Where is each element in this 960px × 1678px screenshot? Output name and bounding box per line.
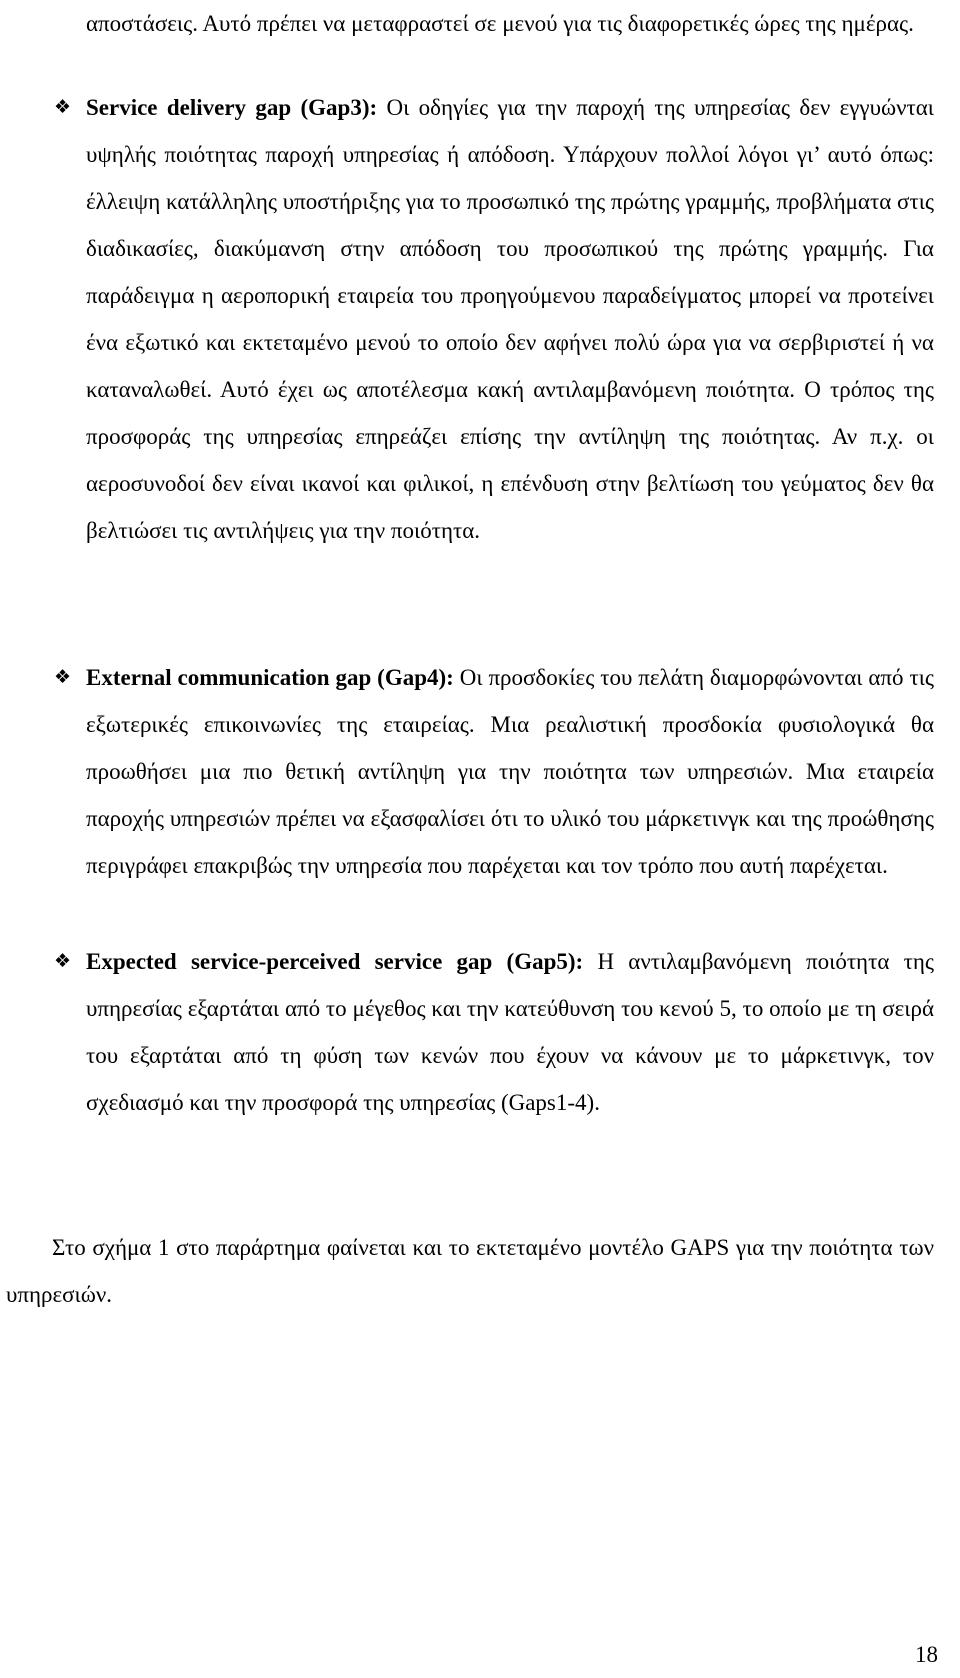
bullet-text-gap4: Οι προσδοκίες του πελάτη διαμορφώνονται από τις εξωτερικές επικοινωνίες της εταιρείας. Μια ρεαλιστική προσδοκία φυσιολογικά θα προωθήσει μια πιο θετική αντίληψη για την ποιότητα των υπηρεσιών. Μια εταιρεία παροχής υπηρεσιών πρέπει να εξασφαλίσει ότι το υλικό του μάρκετινγκ και της προώθησης περιγράφει επακριβώς την υπηρεσία που παρέχεται και τον τρόπο που αυτή παρέχεται. (86, 665, 934, 878)
bullet-term-gap5: Expected service-perceived service gap (Gap5): (86, 949, 584, 974)
bullet-item-gap3 (54, 84, 934, 554)
bullet-text-gap3: Οι οδηγίες για την παροχή της υπηρεσίας δεν εγγυώνται υψηλής ποιότητας παροχή υπηρεσίας ή απόδοση. Υπάρχουν πολλοί λόγοι γι’ αυτό όπως: έλλειψη κατάλληλης υποστήριξης για το προσωπικό της πρώτης γραμμής, προβλήματα στις διαδικασίες, διακύμανση στην απόδοση του προσωπικού της πρώτης γραμμής. Για παράδειγμα η αεροπορική εταιρεία του προηγούμενου παραδείγματος μπορεί να προτείνει ένα εξωτικό και εκτεταμένο μενού το οποίο δεν αφήνει πολύ ώρα για να σερβιριστεί ή να καταναλωθεί. Αυτό έχει ως αποτέλεσμα κακή αντιλαμβανόμενη ποιότητα. Ο τρόπος της προσφοράς της υπηρεσίας επηρεάζει επίσης την αντίληψη της ποιότητας. Αν π.χ. οι αεροσυνοδοί δεν είναι ικανοί και φιλικοί, η επένδυση στην βελτίωση του γεύματος δεν θα βελτιώσει τις αντιλήψεις για την ποιότητα. (86, 95, 934, 543)
continuation-paragraph: αποστάσεις. Αυτό πρέπει να μεταφραστεί σε μενού για τις διαφορετικές ώρες της ημέρας. (86, 11, 914, 36)
bullet-item-gap4 (54, 654, 934, 889)
closing-paragraph: Στο σχήμα 1 στο παράρτημα φαίνεται και το εκτεταμένο μοντέλο GAPS για την ποιότητα των υπηρεσιών. (6, 1235, 934, 1307)
page-number: 18 (915, 1642, 938, 1667)
bullet-term-gap4: External communication gap (Gap4): (86, 665, 454, 690)
bullet-text-gap5: Η αντιλαμβανόμενη ποιότητα της υπηρεσίας εξαρτάται από το μέγεθος και την κατεύθυνση του κενού 5, το οποίο με τη σειρά του εξαρτάται από τη φύση των κενών που έχουν να κάνουν με το μάρκετινγκ, τον σχεδιασμό και την προσφορά της υπηρεσίας (Gaps1-4). (86, 949, 934, 1115)
bullet-item-gap5 (54, 938, 934, 1126)
bullet-term-gap3: Service delivery gap (Gap3): (86, 95, 378, 120)
diamond-bullet-icon: ❖ (54, 950, 72, 972)
diamond-bullet-icon: ❖ (54, 666, 72, 688)
diamond-bullet-icon: ❖ (54, 96, 72, 118)
